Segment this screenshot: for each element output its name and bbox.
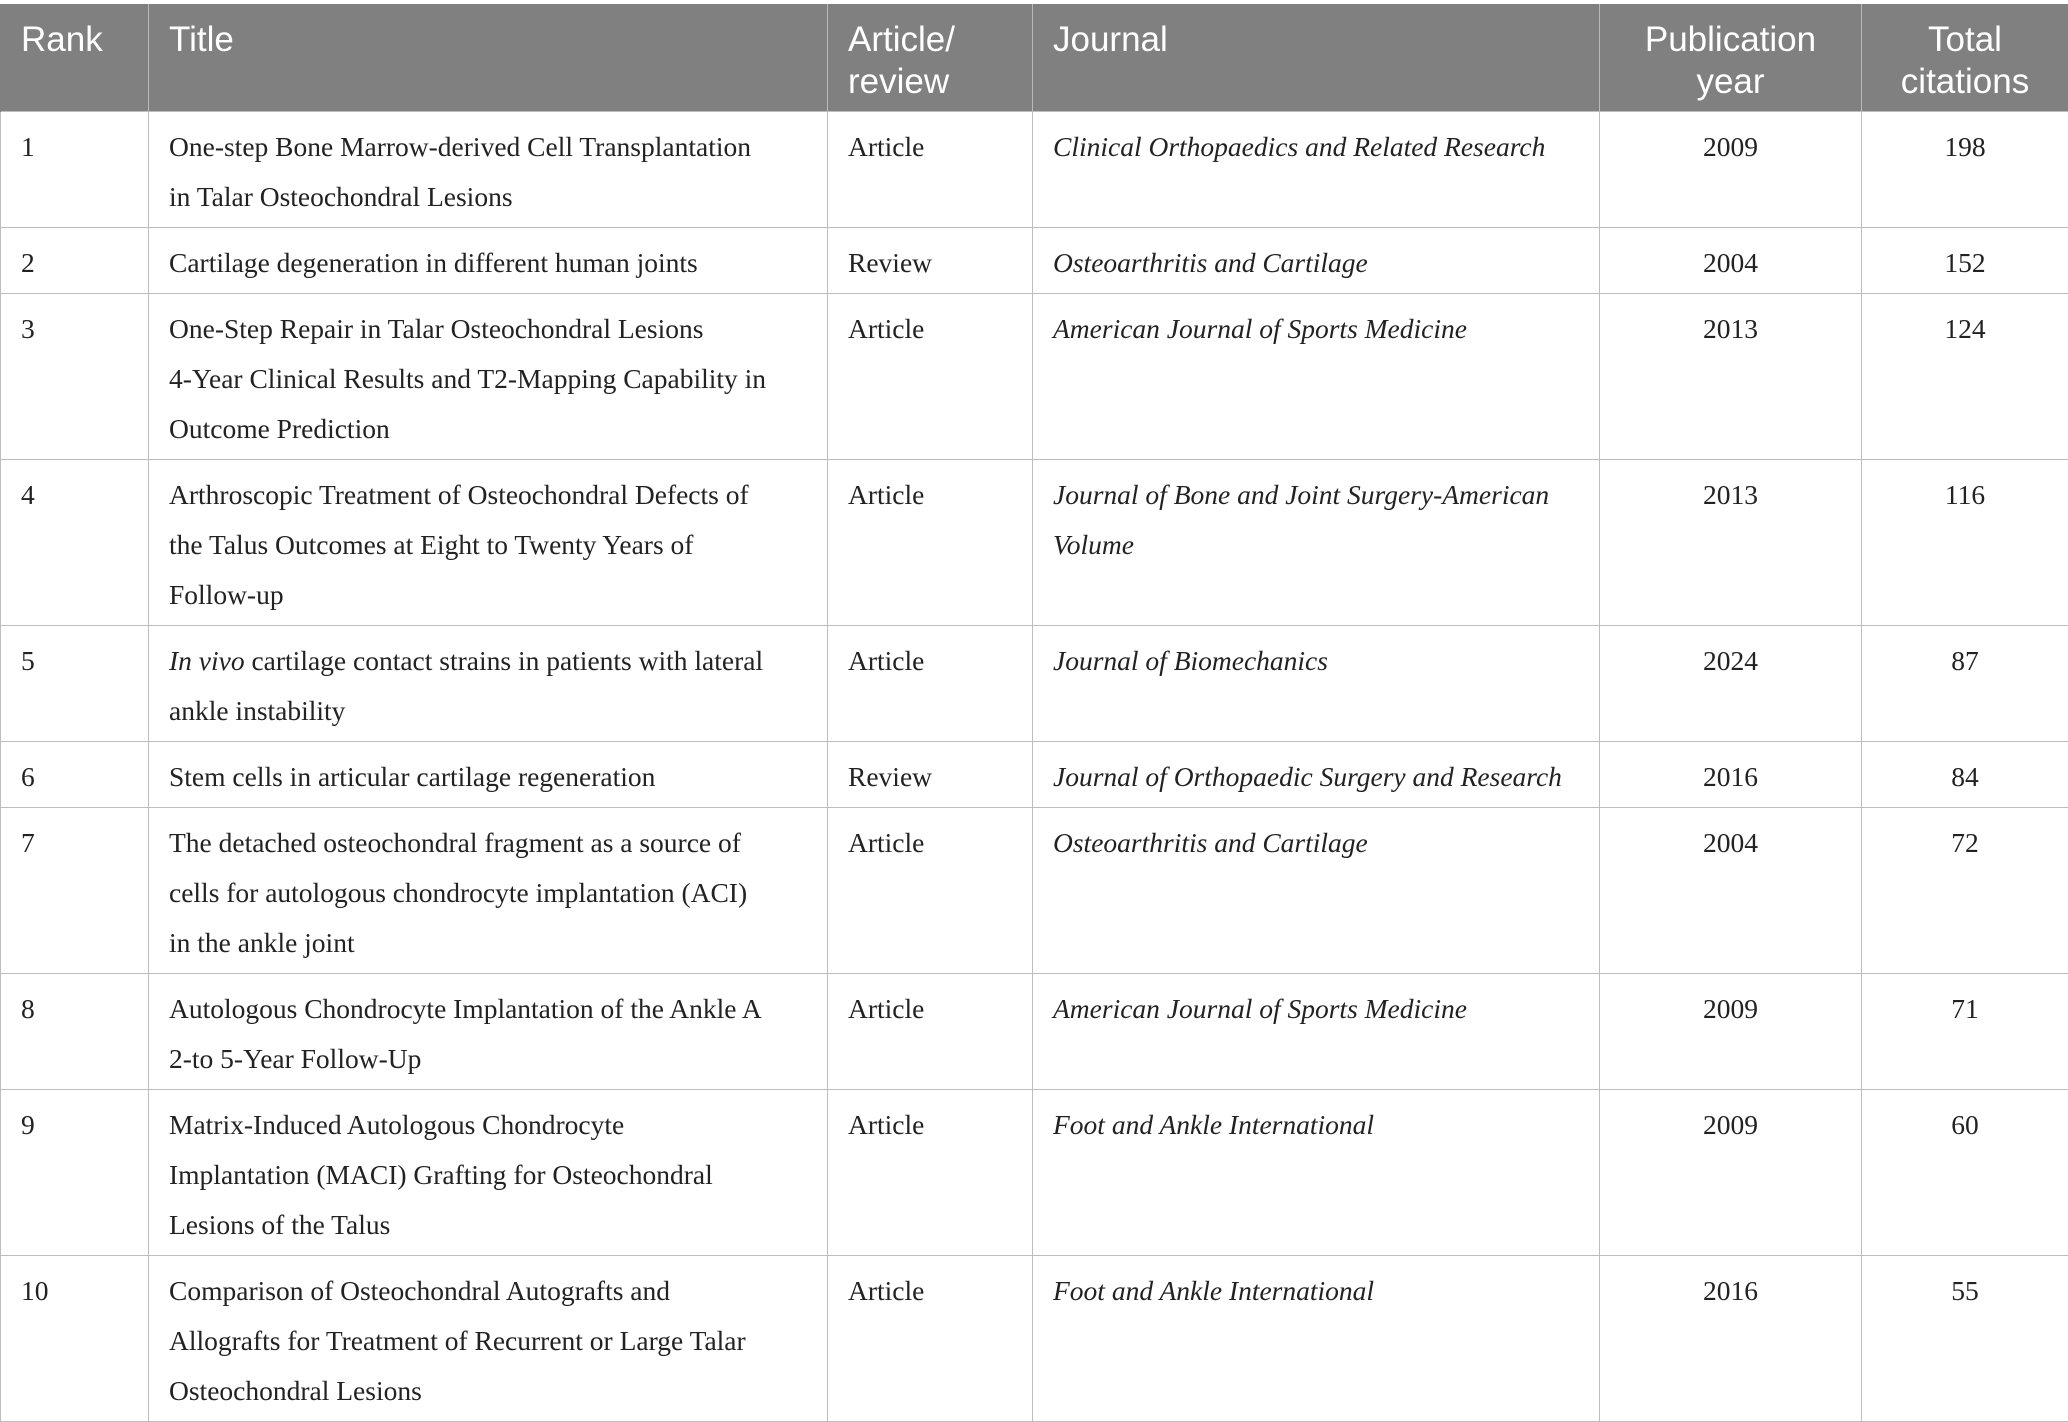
cell-publication-year: 2024 [1600,626,1862,742]
cell-rank: 1 [1,112,149,228]
cell-rank: 10 [1,1256,149,1422]
cell-rank: 7 [1,808,149,974]
header-title: Title [149,4,828,112]
header-rank: Rank [1,4,149,112]
cell-publication-year: 2013 [1600,294,1862,460]
table-row [1,294,2068,460]
cell-total-citations: 84 [1862,742,2068,808]
cell-total-citations: 124 [1862,294,2068,460]
cell-title: Matrix-Induced Autologous Chondrocyte Implantation (MACI) Grafting for Osteochondral Lesions of the Talus [149,1090,828,1256]
cell-article-type: Article [828,808,1033,974]
cell-article-type: Article [828,112,1033,228]
cell-rank: 6 [1,742,149,808]
cell-total-citations: 55 [1862,1256,2068,1422]
cell-total-citations: 87 [1862,626,2068,742]
cell-rank: 2 [1,228,149,294]
cell-title: Comparison of Osteochondral Autografts and Allografts for Treatment of Recurrent or Large Talar Osteochondral Lesions [149,1256,828,1422]
table-header [1,4,2068,112]
cell-total-citations: 60 [1862,1090,2068,1256]
cell-total-citations: 152 [1862,228,2068,294]
header-journal: Journal [1033,4,1600,112]
cell-article-type: Review [828,228,1033,294]
cell-total-citations: 71 [1862,974,2068,1090]
table-row [1,112,2068,228]
table-row [1,808,2068,974]
table-row [1,974,2068,1090]
cell-journal: Journal of Orthopaedic Surgery and Research [1033,742,1600,808]
table-row [1,742,2068,808]
cell-journal: Osteoarthritis and Cartilage [1033,228,1600,294]
cell-title: In vivo cartilage contact strains in patients with lateral ankle instability [149,626,828,742]
cell-article-type: Review [828,742,1033,808]
cell-journal: Clinical Orthopaedics and Related Research [1033,112,1600,228]
header-article-review: Article/ review [828,4,1033,112]
table-container [0,4,2068,1422]
header-total-citations: Total citations [1862,4,2068,112]
cell-total-citations: 72 [1862,808,2068,974]
cell-total-citations: 116 [1862,460,2068,626]
header-row [1,4,2068,112]
cell-article-type: Article [828,294,1033,460]
cell-journal: Journal of Bone and Joint Surgery-American Volume [1033,460,1600,626]
cell-journal: American Journal of Sports Medicine [1033,974,1600,1090]
cell-journal: American Journal of Sports Medicine [1033,294,1600,460]
table-row [1,626,2068,742]
cell-journal: Journal of Biomechanics [1033,626,1600,742]
cell-publication-year: 2004 [1600,808,1862,974]
table-row [1,228,2068,294]
cell-rank: 5 [1,626,149,742]
cell-publication-year: 2009 [1600,112,1862,228]
cell-article-type: Article [828,460,1033,626]
cell-title: One-Step Repair in Talar Osteochondral Lesions 4-Year Clinical Results and T2-Mapping Capability in Outcome Prediction [149,294,828,460]
cell-journal: Foot and Ankle International [1033,1256,1600,1422]
cell-publication-year: 2009 [1600,1090,1862,1256]
cell-title: Arthroscopic Treatment of Osteochondral Defects of the Talus Outcomes at Eight to Twenty Years of Follow-up [149,460,828,626]
cell-article-type: Article [828,1256,1033,1422]
cell-total-citations: 198 [1862,112,2068,228]
cell-title: Autologous Chondrocyte Implantation of the Ankle A 2-to 5-Year Follow-Up [149,974,828,1090]
cell-journal: Osteoarthritis and Cartilage [1033,808,1600,974]
cell-rank: 3 [1,294,149,460]
cell-journal: Foot and Ankle International [1033,1090,1600,1256]
table-row [1,460,2068,626]
cell-rank: 4 [1,460,149,626]
cell-article-type: Article [828,626,1033,742]
cell-publication-year: 2004 [1600,228,1862,294]
table-body [1,112,2068,1422]
cell-title: One-step Bone Marrow-derived Cell Transplantation in Talar Osteochondral Lesions [149,112,828,228]
cell-publication-year: 2016 [1600,1256,1862,1422]
header-publication-year: Publication year [1600,4,1862,112]
cell-title: Stem cells in articular cartilage regeneration [149,742,828,808]
cell-rank: 8 [1,974,149,1090]
cell-publication-year: 2013 [1600,460,1862,626]
cell-publication-year: 2009 [1600,974,1862,1090]
table-row [1,1090,2068,1256]
cell-title: Cartilage degeneration in different human joints [149,228,828,294]
top-cited-articles-table [0,4,2068,1422]
cell-rank: 9 [1,1090,149,1256]
cell-publication-year: 2016 [1600,742,1862,808]
cell-title: The detached osteochondral fragment as a source of cells for autologous chondrocyte implantation (ACI) in the ankle joint [149,808,828,974]
cell-article-type: Article [828,974,1033,1090]
cell-article-type: Article [828,1090,1033,1256]
